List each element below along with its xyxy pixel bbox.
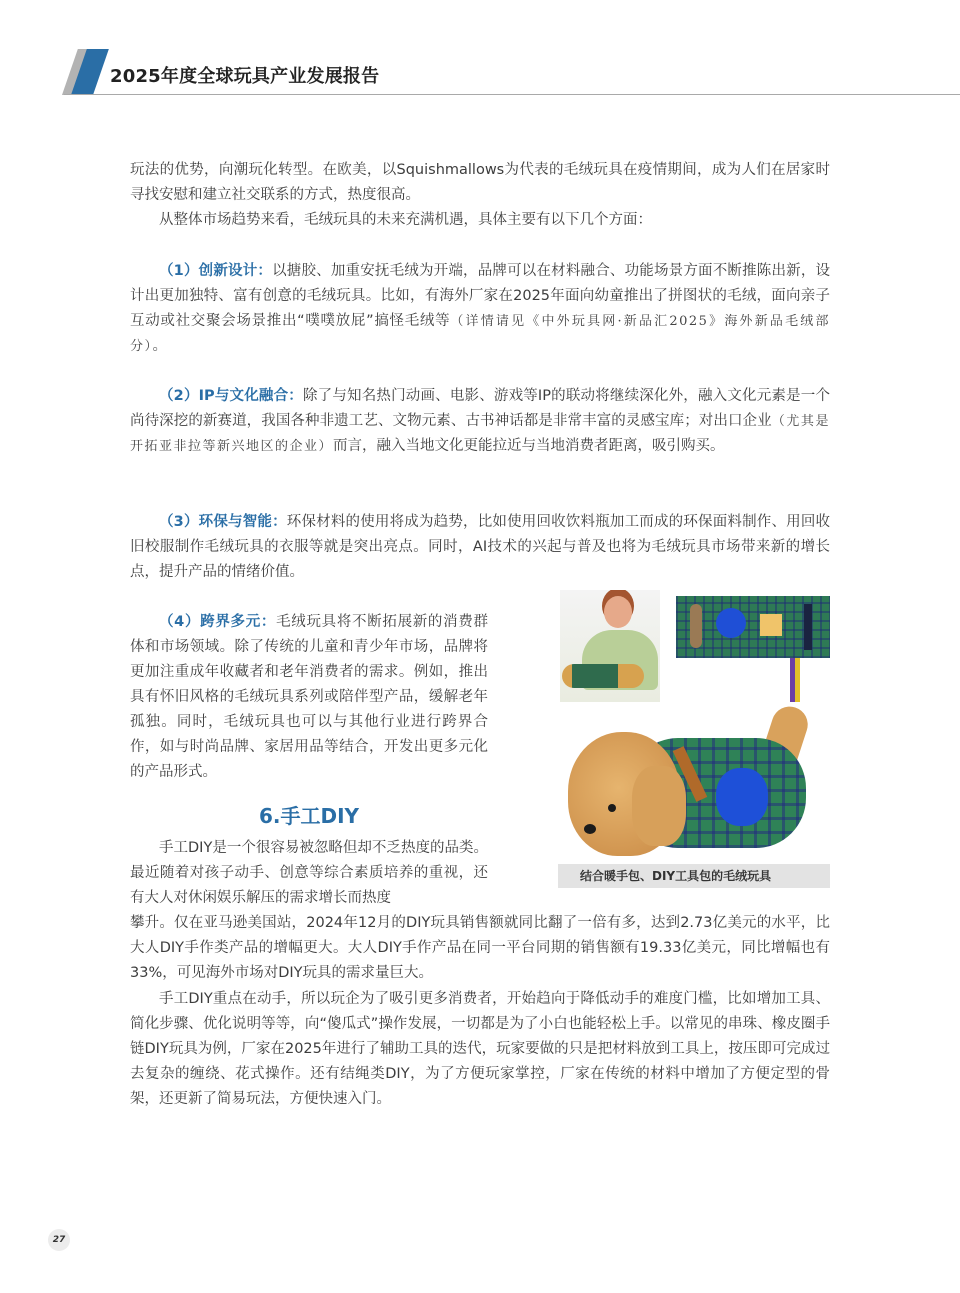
- trend-item-innovative-design: [130, 259, 830, 359]
- section-heading-diy: 6.手工DIY: [258, 804, 360, 828]
- trend-item-crossover: [130, 610, 488, 785]
- trend-item-eco-smart: [130, 510, 830, 585]
- page-header: [0, 0, 960, 100]
- dog-nose-shape: [584, 824, 596, 834]
- item-end: 。: [152, 338, 168, 354]
- item-text: 环保材料的使用将成为趋势，比如使用回收饮料瓶加工而成的环保面料制作、用回收旧校服制作毛绒玩具的衣服等就是突出亮点。同时，AI技术的兴起与普及也将为毛绒玩具市场带来新的增长点，提升产品的情绪价值。: [130, 514, 831, 580]
- dog-eye-shape: [608, 804, 616, 812]
- photo-activity-mat: [676, 596, 830, 658]
- paragraph-diy-intro: 手工DIY是一个很容易被忽略但却不乏热度的品类。最近随着对孩子动手、创意等综合素质培养的重视，还有大人对休闲娱乐解压的需求增长而热度: [130, 840, 488, 906]
- report-title: 2025年度全球玩具产业发展报告: [110, 66, 380, 87]
- item-heading: （1）创新设计：: [159, 263, 273, 279]
- item-text: 毛绒玩具将不断拓展新的消费群体和市场领域。除了传统的儿童和青少年市场，品牌将更加注重成年收藏者和老年消费者的需求。例如，推出具有怀旧风格的毛绒玩具系列或陪伴型产品，缓解老年孤独。同时，毛绒玩具也可以与其他行业进行跨界合作，如与时尚品牌、家居用品等结合，开发出更多元化的产品形式。: [130, 614, 488, 780]
- trend-item-ip-culture: [130, 384, 830, 459]
- paragraph-diy-simplify: 手工DIY重点在动手，所以玩企为了吸引更多消费者，开始趋向于降低动手的难度门槛，比如增加工具、简化步骤、优化说明等等，向“傻瓜式”操作发展，一切都是为了小白也能轻松上手。以常见的串珠、橡皮圈手链DIY玩具为例，厂家在2025年进行了辅助工具的迭代，玩家要做的只是把材料放到工具上，按压即可完成过去复杂的缠绕、花式操作。还有结绳类DIY，为了方便玩家掌控，厂家在传统的材料中增加了方便定型的骨架，还更新了简易玩法，方便快速入门。: [130, 991, 830, 1107]
- mat-chenille-shape: [716, 608, 746, 638]
- mat-rings-shape: [690, 604, 702, 648]
- paragraph-trends: 从整体市场趋势来看，毛绒玩具的未来充满机遇，具体主要有以下几个方面：: [159, 212, 652, 228]
- dog-chenille-shape: [716, 768, 768, 826]
- photo-woman-with-plush: [560, 590, 660, 702]
- dog-ear-shape: [632, 766, 686, 846]
- item-note: （尤其是开拓亚非拉等新兴地区的企业）: [130, 414, 830, 454]
- photo-plush-dog: [568, 706, 808, 866]
- item-heading: （3）环保与智能：: [159, 514, 287, 530]
- paragraph-intro: 玩法的优势，向潮玩化转型。在欧美，以Squishmallows为代表的毛绒玩具在疫情期间，成为人们在居家时寻找安慰和建立社交联系的方式，热度很高。: [130, 162, 830, 203]
- mat-zipper-shape: [804, 604, 812, 650]
- header-divider: [64, 94, 960, 95]
- item-note: （详情请见《中外玩具网·新品汇2025》海外新品毛绒部分）: [130, 314, 831, 354]
- woman-head-shape: [604, 596, 632, 628]
- mat-ribbon-shape: [790, 658, 800, 702]
- item-text: 以搪胶、加重安抚毛绒为开端，品牌可以在材料融合、功能场景方面不断推陈出新，设计出更加独特、富有创意的毛绒玩具。比如，有海外厂家在2025年面向幼童推出了拼图状的毛绒，面向亲子互动或社交聚会场景推出“噗噗放屁”搞怪毛绒等: [130, 263, 831, 329]
- item-text: 除了与知名热门动画、电影、游戏等IP的联动将继续深化外，融入文化元素是一个尚待深挖的新赛道，我国各种非遗工艺、文物元素、古书神话都是非常丰富的灵感宝库；对出口企业: [130, 388, 830, 429]
- item-end: 而言，融入当地文化更能拉近与当地消费者距离，吸引购买。: [333, 438, 725, 454]
- item-heading: （4）跨界多元：: [159, 614, 277, 630]
- item-heading: （2）IP与文化融合：: [159, 388, 303, 404]
- plush-toy-shape: [562, 664, 644, 688]
- figure-caption: 结合暖手包、DIY工具包的毛绒玩具: [558, 864, 830, 888]
- mat-patch-shape: [760, 614, 782, 636]
- page-number: 27: [48, 1229, 70, 1251]
- product-figure: [558, 588, 832, 890]
- paragraph-diy-sales: 攀升。仅在亚马逊美国站，2024年12月的DIY玩具销售额就同比翻了一倍有多，达到2.73亿美元的水平，比大人DIY手作类产品的增幅更大。大人DIY手作产品在同一平台同期的销售额有19.33亿美元，同比增幅也有33%，可见海外市场对DIY玩具的需求量巨大。: [130, 915, 830, 981]
